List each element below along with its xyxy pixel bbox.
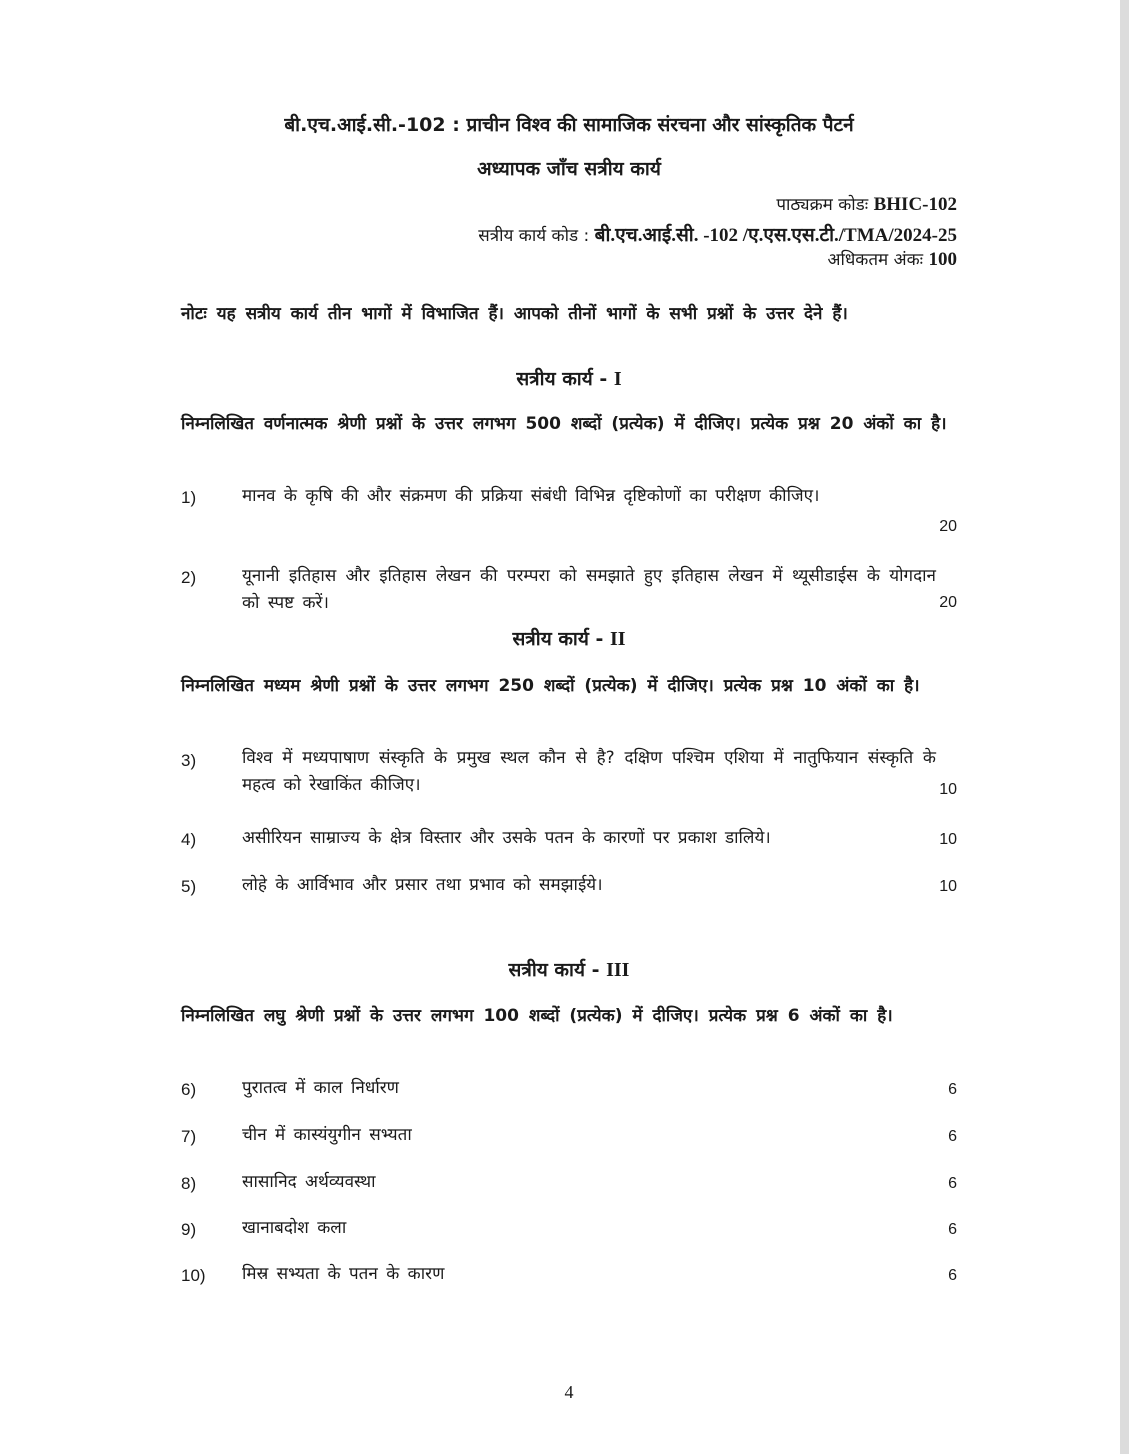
question-text: असीरियन साम्राज्य के क्षेत्र विस्तार और उसके पतन के कारणों पर प्रकाश डालिये।	[242, 828, 771, 848]
section-2-label: सत्रीय कार्य -	[512, 628, 604, 650]
question-text: मिस्र सभ्यता के पतन के कारण	[242, 1264, 445, 1284]
section-1-numeral: I	[613, 368, 622, 390]
question-number: 8)	[181, 1174, 197, 1193]
question-marks: 20	[939, 594, 957, 611]
question-number: 1)	[181, 488, 197, 507]
assignment-code-label: सत्रीय कार्य कोड :	[478, 226, 590, 246]
question-number: 9)	[181, 1220, 197, 1239]
question-number: 2)	[181, 568, 197, 587]
title-course-name: : प्राचीन विश्व की सामाजिक संरचना और सांस्कृतिक पैटर्न	[452, 114, 854, 136]
question-marks: 6	[948, 1128, 957, 1145]
question-marks: 10	[939, 831, 957, 848]
page-edge-shadow	[1120, 0, 1129, 1454]
course-code-label: पाठ्यक्रम कोडः	[776, 195, 869, 215]
section-2-instruction: निम्नलिखित मध्यम श्रेणी प्रश्नों के उत्तर लगभग 250 शब्दों (प्रत्येक) में दीजिए। प्रत्येक प्रश्न 10 अंकों का है।	[181, 676, 920, 696]
section-3-label: सत्रीय कार्य -	[508, 959, 600, 981]
section-1-instruction: निम्नलिखित वर्णनात्मक श्रेणी प्रश्नों के उत्तर लगभग 500 शब्दों (प्रत्येक) में दीजिए। प्रत्येक प्रश्न 20 अंकों का है।	[181, 414, 947, 434]
note-paragraph: नोटः यह सत्रीय कार्य तीन भागों में विभाजित हैं। आपको तीनों भागों के सभी प्रश्नों के उत्तर देने हैं।	[181, 304, 848, 324]
question-text: चीन में कास्यंयुगीन सभ्यता	[242, 1125, 412, 1145]
course-code-line	[776, 192, 957, 216]
question-text: विश्व में मध्यपाषाण संस्कृति के प्रमुख स्थल कौन से है? दक्षिण पश्चिम एशिया में नातुफियान संस्कृति के महत्व को रेखाकिंत कीजिए।	[242, 748, 936, 795]
question-marks: 6	[948, 1267, 957, 1284]
question-marks: 6	[948, 1175, 957, 1192]
question-marks: 10	[939, 781, 957, 798]
question-number: 10)	[181, 1266, 206, 1285]
question-text: पुरातत्व में काल निर्धारण	[242, 1078, 399, 1098]
question-marks: 20	[939, 518, 957, 535]
question-number: 6)	[181, 1080, 197, 1099]
section-title-1	[181, 365, 957, 391]
question-number: 3)	[181, 751, 197, 770]
section-3-numeral: III	[606, 959, 630, 981]
section-title-3	[181, 956, 957, 982]
page-subtitle: अध्यापक जाँच सत्रीय कार्य	[477, 158, 661, 180]
max-marks-label: अधिकतम अंकः	[827, 250, 924, 270]
section-1-label: सत्रीय कार्य -	[516, 368, 608, 390]
section-2-numeral: II	[609, 628, 626, 650]
question-number: 4)	[181, 830, 197, 849]
page-number: 4	[564, 1382, 574, 1402]
max-marks-value: 100	[928, 249, 957, 270]
question-text: यूनानी इतिहास और इतिहास लेखन की परम्परा को समझाते हुए इतिहास लेखन में थ्यूसीडाईस के योगदान को स्पष्ट करें।	[242, 566, 936, 613]
title-course-code: बी.एच.आई.सी.-102	[284, 114, 446, 136]
question-text: सासानिद अर्थव्यवस्था	[242, 1172, 376, 1192]
assignment-code-line	[478, 221, 957, 247]
question-text: मानव के कृषि की और संक्रमण की प्रक्रिया संबंधी विभिन्न दृष्टिकोणों का परीक्षण कीजिए।	[242, 486, 820, 506]
question-number: 5)	[181, 877, 197, 896]
assignment-code-value: बी.एच.आई.सी. -102 /ए.एस.एस.टी./TMA/2024-25	[594, 225, 957, 246]
question-marks: 6	[948, 1081, 957, 1098]
page-title	[181, 111, 957, 137]
question-marks: 6	[948, 1221, 957, 1238]
question-text: खानाबदोश कला	[242, 1218, 347, 1238]
question-marks: 10	[939, 878, 957, 895]
question-text: लोहे के आर्विभाव और प्रसार तथा प्रभाव को समझाईये।	[242, 875, 603, 895]
section-3-instruction: निम्नलिखित लघु श्रेणी प्रश्नों के उत्तर लगभग 100 शब्दों (प्रत्येक) में दीजिए। प्रत्येक प्रश्न 6 अंकों का है।	[181, 1006, 893, 1026]
max-marks-line	[827, 247, 957, 271]
question-number: 7)	[181, 1127, 197, 1146]
section-title-2	[181, 625, 957, 651]
course-code-value: BHIC-102	[873, 194, 957, 215]
